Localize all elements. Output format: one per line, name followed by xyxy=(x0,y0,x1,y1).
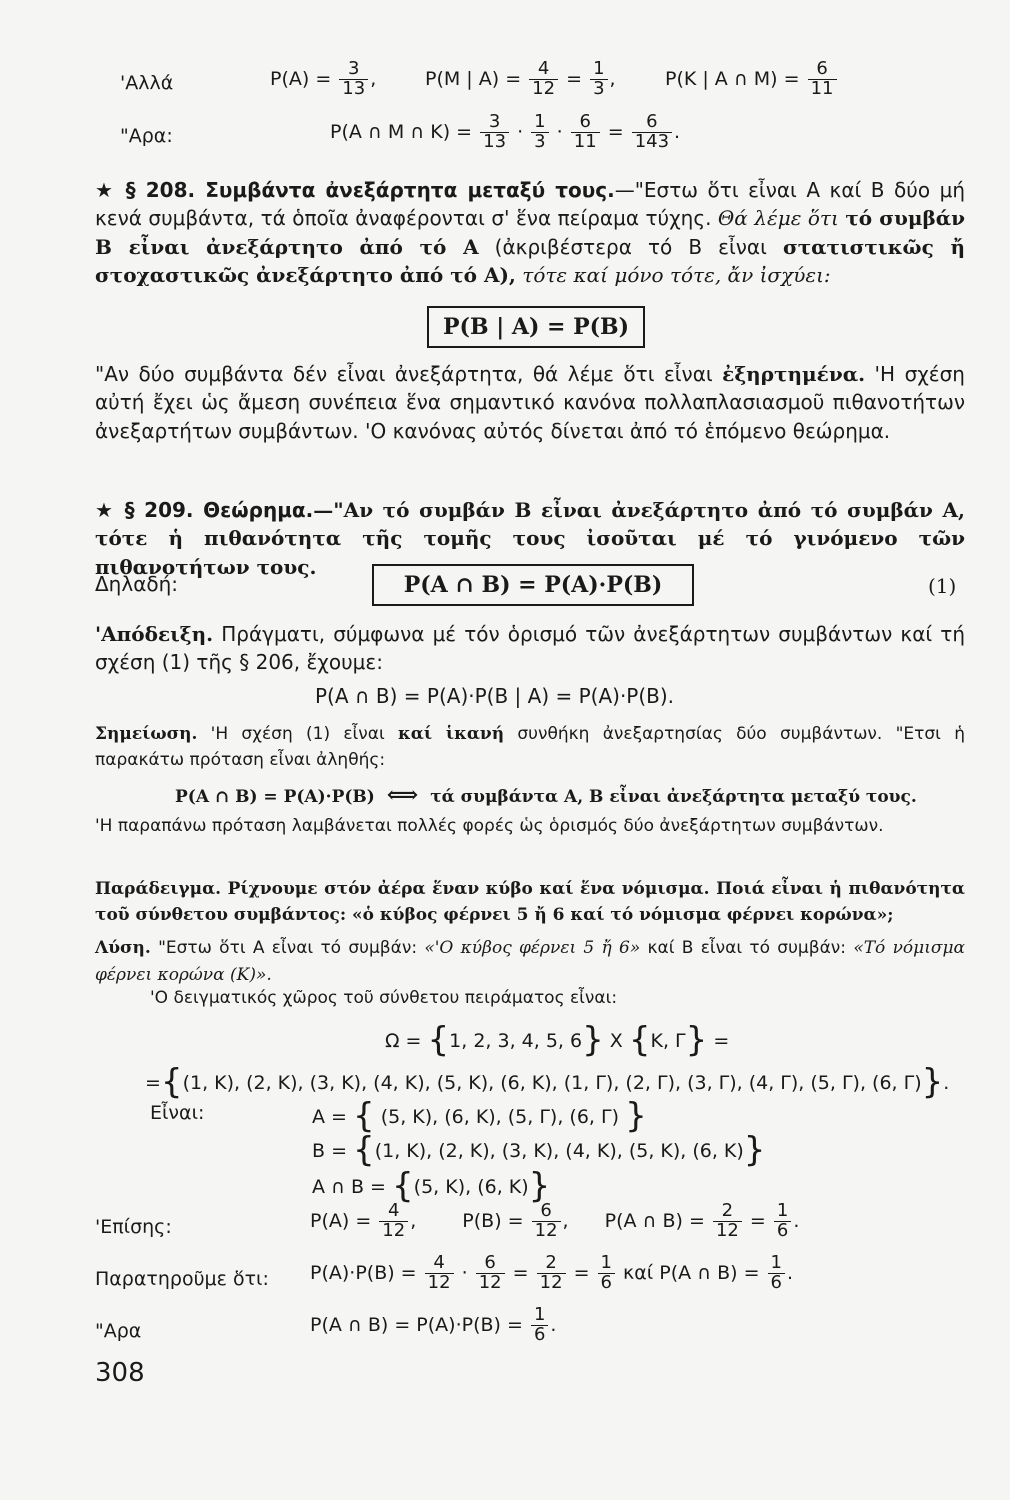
note: Σημείωση. 'Η σχέση (1) εἶναι καί ἱκανή συνθήκη ἀνεξαρτησίας δύο συμβάντων. "Ετσι ἡ παρακάτω πρόταση εἶναι ἀληθής: xyxy=(95,724,965,770)
set-b: B = {(1, K), (2, K), (3, K), (4, K), (5, K), (6, K)} xyxy=(312,1130,766,1170)
note-continued: 'Η παραπάνω πρόταση λαμβάνεται πολλές φορές ὡς ὁρισμός δύο ἀνεξάρτητων συμβάντων. xyxy=(95,816,884,836)
formula-pkam: P(K | A ∩ M) = $\frac{6}{11}$ xyxy=(665,60,839,99)
ara-label: "Αρα: xyxy=(120,125,173,147)
alla-label: 'Αλλά xyxy=(120,72,174,94)
omega-line-1: Ω = {1, 2, 3, 4, 5, 6} X {K, Γ} = xyxy=(385,1020,730,1060)
section-209-heading: § 209. Θεώρημα. xyxy=(124,498,314,522)
dilladi-label: Δηλαδή: xyxy=(95,572,179,596)
star-icon: ★ xyxy=(95,178,117,202)
section-208-heading: § 208. Συμβάντα ἀνεξάρτητα μεταξύ τους. xyxy=(125,178,615,202)
note-equivalence: P(A ∩ B) = P(A)·P(B) ⟺ τά συμβάντα A, B εἶναι ἀνεξάρτητα μεταξύ τους. xyxy=(175,782,917,808)
probabilities-line: P(A) = $\frac{4}{12}$ , P(B) = $\frac{6}{12}$ , P(A ∩ B) = $\frac{2}{12}$ = $\frac{1}{6}$ . xyxy=(310,1200,800,1241)
solution: Λύση. "Εστω ὅτι Α εἶναι τό συμβάν: «'Ο κύβος φέρνει 5 ἤ 6» καί Β εἶναι τό συμβάν: «Τό νόμισμα φέρνει κορώνα (K)». xyxy=(95,938,965,986)
multiplication-rule-box: P(A ∩ B) = P(A)·P(B) xyxy=(372,564,694,606)
proof: 'Απόδειξη. Πράγματι, σύμφωνα μέ τόν ὁρισμό τῶν ἀνεξάρτητων συμβάντων καί τή σχέση (1) τῆς § 206, ἔχουμε: xyxy=(95,622,965,675)
equation-number: (1) xyxy=(928,574,957,598)
set-a-cap-b: A ∩ B = {(5, K), (6, K)} xyxy=(312,1166,551,1206)
section-209: ★ § 209. Θεώρημα.—"Αν τό συμβάν Β εἶναι ἀνεξάρτητο ἀπό τό συμβάν A, τότε ἡ πιθανότητα τῆς τομῆς τους ἰσοῦται μέ τό γινόμενο τῶν πιθανοτήτων τους. xyxy=(95,498,965,579)
einai-label: Εἶναι: xyxy=(150,1102,205,1124)
observe-line: P(A)·P(B) = $\frac{4}{12}$ · $\frac{6}{12}$ = $\frac{2}{12}$ = $\frac{1}{6}$ καί P(A ∩ B) = $\frac{1}{6}$ . xyxy=(310,1252,794,1293)
ara-label-2: "Αρα xyxy=(95,1320,142,1342)
sample-space-intro: 'Ο δειγματικός χῶρος τοῦ σύνθετου πειράματος εἶναι: xyxy=(150,988,618,1008)
observe-label: Παρατηροῦμε ὅτι: xyxy=(95,1268,269,1290)
independence-definition-box: P(B | A) = P(B) xyxy=(427,306,645,348)
double-arrow-icon: ⟺ xyxy=(386,782,419,808)
formula-pa: P(A) = $\frac{3}{13}$ , xyxy=(270,58,377,99)
section-208: ★ § 208. Συμβάντα ἀνεξάρτητα μεταξύ τους.—"Εστω ὅτι εἶναι Α καί Β δύο μή κενά συμβάντα, τά ὁποῖα ἀναφέρονται σ' ἕνα πείραμα τύχης. Θά λέμε ὅτι τό συμβάν B εἶναι ἀνεξάρτητο ἀπό τό A (ἀκριβέστερα τό Β εἶναι στατιστικῶς ἤ στοχαστικῶς ἀνεξάρτητο ἀπό τό A), τότε καί μόνο τότε, ἄν ἰσχύει: xyxy=(95,178,966,288)
formula-pamk: P(A ∩ M ∩ K) = $\frac{3}{13}$ · $\frac{1}{3}$ · $\frac{6}{11}$ = $\frac{6}{143}$ . xyxy=(330,111,681,152)
omega-line-2: ={(1, K), (2, K), (3, K), (4, K), (5, K), (6, K), (1, Γ), (2, Γ), (3, Γ), (4, Γ), (5, Γ), (6, Γ)}. xyxy=(145,1062,950,1102)
page-number: 308 xyxy=(95,1358,145,1388)
set-a: A = { (5, K), (6, K), (5, Γ), (6, Γ) } xyxy=(312,1096,647,1136)
episis-label: 'Επίσης: xyxy=(95,1216,172,1238)
final-result: P(A ∩ B) = P(A)·P(B) = $\frac{1}{6}$ . xyxy=(310,1304,557,1345)
proof-equation: P(A ∩ B) = P(A)·P(B | A) = P(A)·P(B). xyxy=(315,684,675,708)
example: Παράδειγμα. Ρίχνουμε στόν ἀέρα ἕναν κύβο καί ἕνα νόμισμα. Ποιά εἶναι ἡ πιθανότητα τοῦ σύνθετου συμβάντος: «ὁ κύβος φέρνει 5 ἤ 6 καί τό νόμισμα φέρνει κορώνα»; xyxy=(95,879,965,926)
star-icon: ★ xyxy=(95,498,116,522)
section-208-continued: "Αν δύο συμβάντα δέν εἶναι ἀνεξάρτητα, θά λέμε ὅτι εἶναι ἐξηρτημένα. 'Η σχέση αὐτή ἔχει ὡς ἄμεση συνέπεια ἕνα σημαντικό κανόνα πολλαπλασιασμοῦ πιθανοτήτων ἀνεξαρτήτων συμβάντων. 'Ο κανόνας αὐτός δίνεται ἀπό τό ἑπόμενο θεώρημα. xyxy=(95,362,965,443)
formula-pma: P(M | A) = $\frac{4}{12}$ = $\frac{1}{3}$ , xyxy=(425,58,616,99)
